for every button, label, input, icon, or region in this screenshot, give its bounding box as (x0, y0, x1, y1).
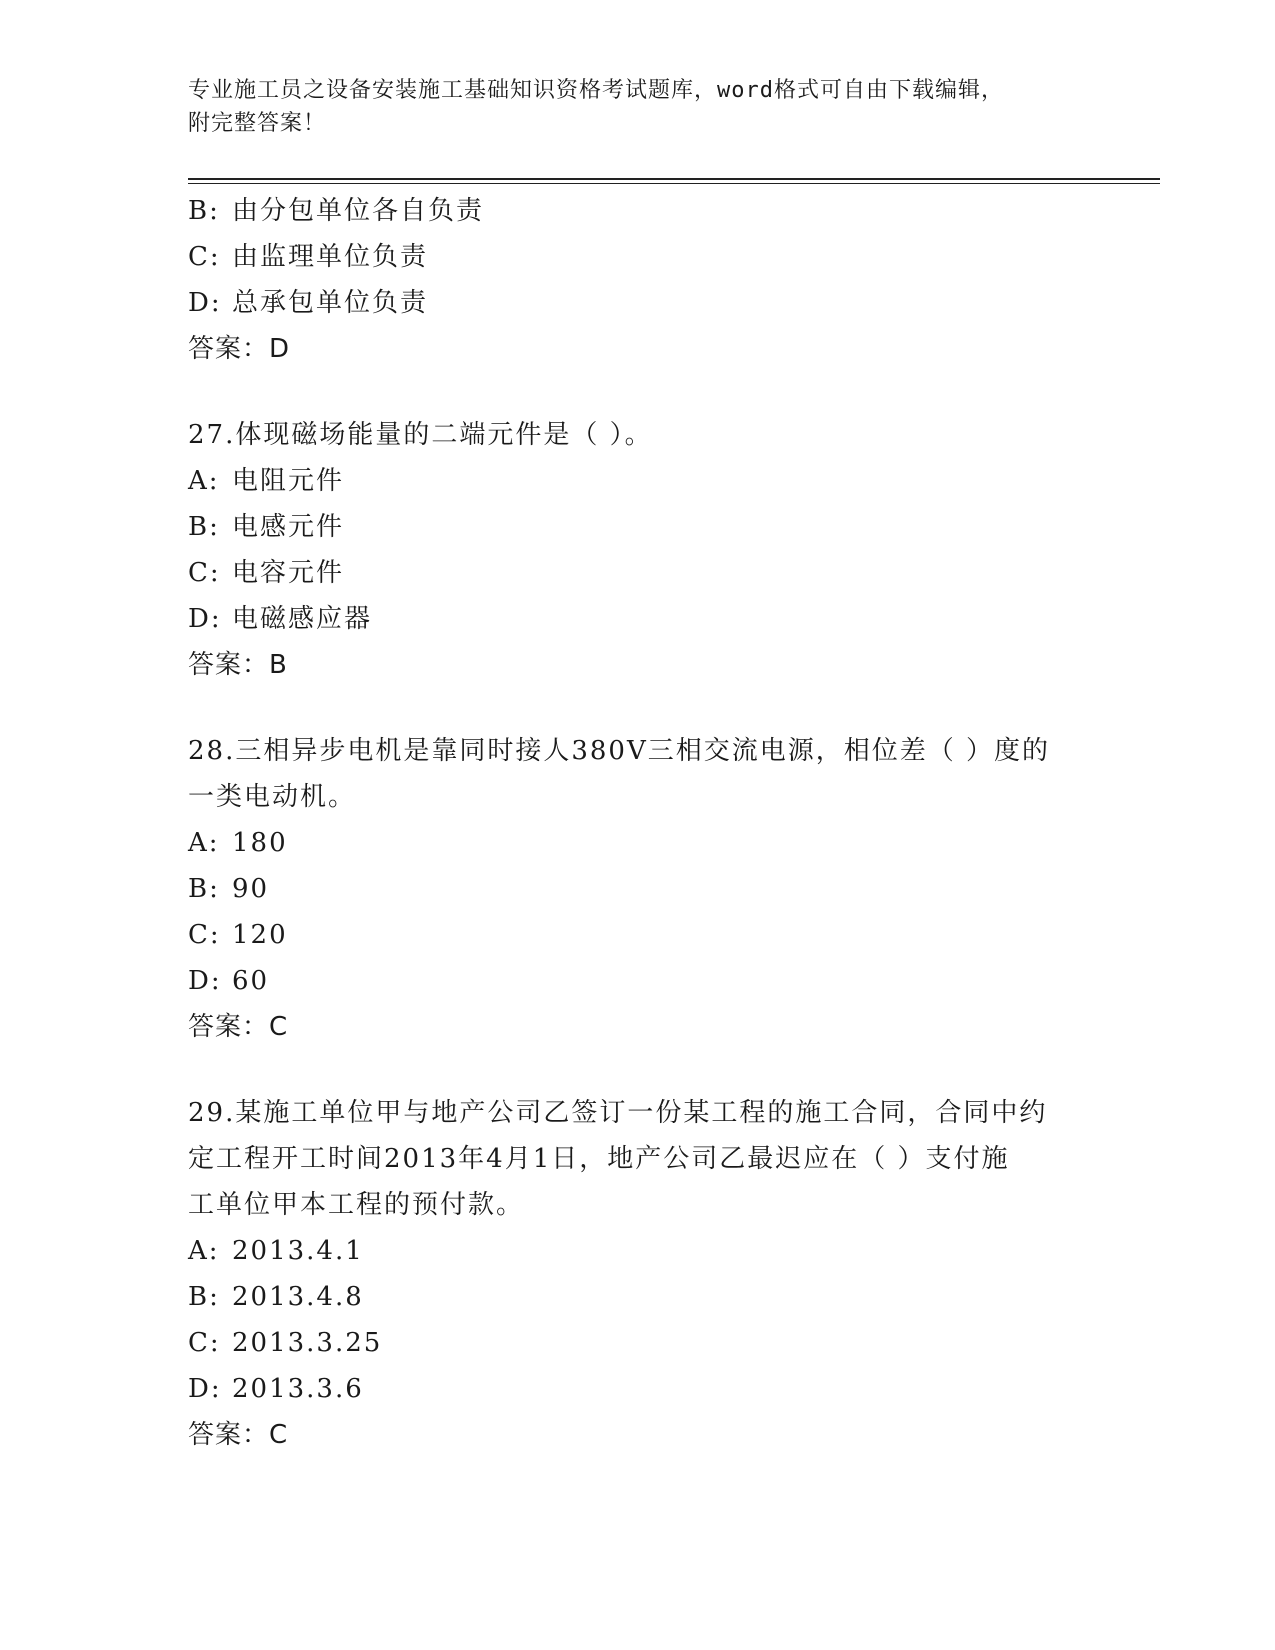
question-stem: 29.某施工单位甲与地产公司乙签订一份某工程的施工合同，合同中约 (188, 1098, 1048, 1128)
option-c: C: 由监理单位负责 (188, 242, 429, 272)
option-d: D: 60 (188, 966, 270, 996)
option-a: A: 180 (188, 828, 288, 858)
option-b: B: 90 (188, 874, 270, 904)
option-d: D: 电磁感应器 (188, 604, 373, 634)
question-stem-cont: 一类电动机。 (188, 782, 357, 812)
question-block-28 (188, 728, 1088, 1050)
option-d: D: 总承包单位负责 (188, 288, 429, 318)
header-line-1: 专业施工员之设备安装施工基础知识资格考试题库，word格式可自由下载编辑， (188, 78, 1004, 103)
header-rule-thick (188, 178, 1160, 180)
option-b: B: 电感元件 (188, 512, 345, 542)
option-c: C: 2013.3.25 (188, 1328, 383, 1358)
question-stem-cont: 定工程开工时间2013年4月1日，地产公司乙最迟应在（ ）支付施 (188, 1144, 1010, 1174)
answer: 答案：B (188, 650, 288, 680)
option-a: A: 电阻元件 (188, 466, 345, 496)
option-c: C: 120 (188, 920, 288, 950)
question-list (188, 188, 1088, 1458)
question-stem: 27.体现磁场能量的二端元件是（ ）。 (188, 420, 653, 450)
question-stem-cont: 工单位甲本工程的预付款。 (188, 1190, 525, 1220)
document-header (188, 74, 1088, 140)
option-a: A: 2013.4.1 (188, 1236, 364, 1266)
answer: 答案：C (188, 1420, 289, 1450)
question-block-27 (188, 412, 1088, 688)
answer: 答案：C (188, 1012, 289, 1042)
option-c: C: 电容元件 (188, 558, 345, 588)
question-stem: 28.三相异步电机是靠同时接人380V三相交流电源，相位差（ ）度的 (188, 736, 1051, 766)
option-d: D: 2013.3.6 (188, 1374, 364, 1404)
header-line-2: 附完整答案！ (188, 111, 327, 136)
answer: 答案：D (188, 334, 291, 364)
question-block-29 (188, 1090, 1088, 1458)
option-b: B: 2013.4.8 (188, 1282, 364, 1312)
question-block-26 (188, 188, 1088, 372)
option-b: B: 由分包单位各自负责 (188, 196, 485, 226)
header-rule-thin (188, 183, 1160, 184)
